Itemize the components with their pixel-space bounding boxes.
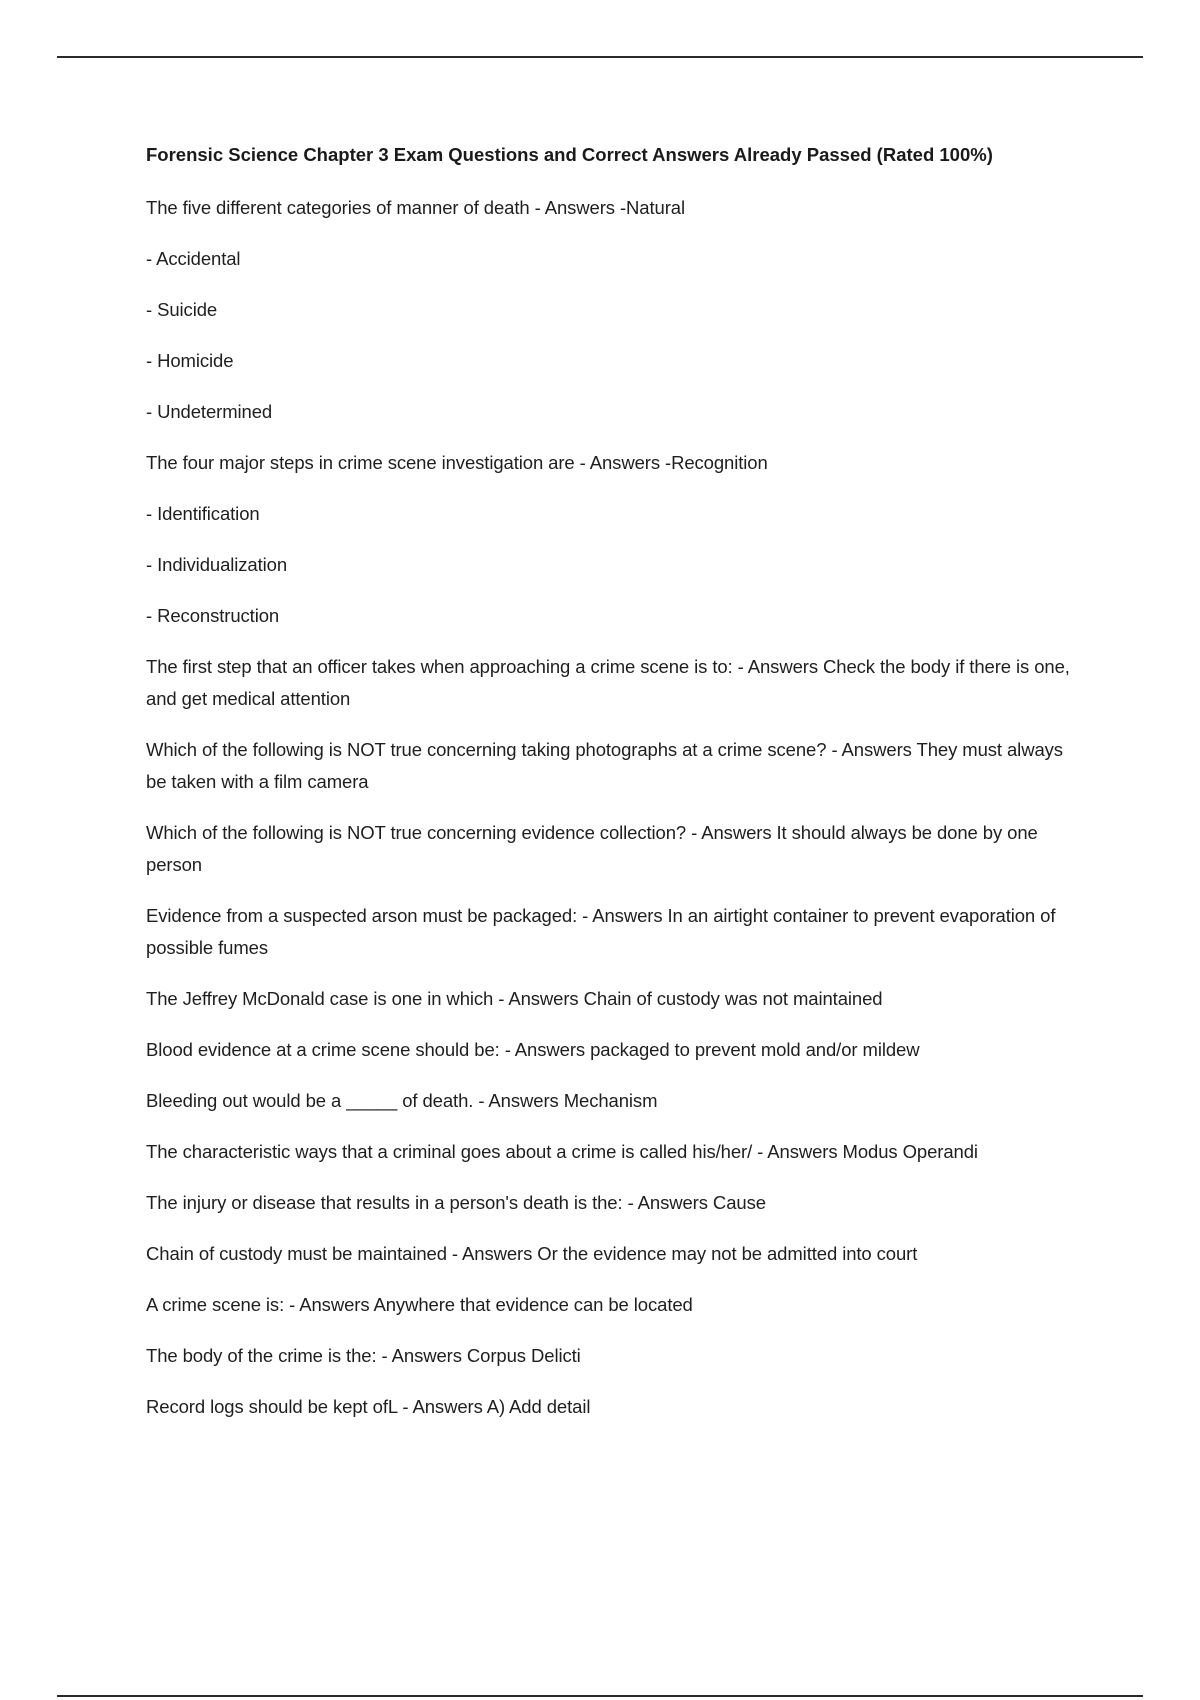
qa-paragraph: - Homicide — [146, 350, 234, 371]
qa-paragraph: - Individualization — [146, 554, 288, 575]
qa-paragraph: The five different categories of manner of death - Answers -Natural — [146, 197, 685, 218]
qa-paragraph: The first step that an officer takes when approaching a crime scene is to: - Answers Check the body if there is one, and get medical attention — [146, 656, 1070, 709]
qa-paragraph: The injury or disease that results in a person's death is the: - Answers Cause — [146, 1192, 766, 1213]
qa-paragraph: The body of the crime is the: - Answers Corpus Delicti — [146, 1345, 581, 1366]
header-rule — [57, 56, 1143, 58]
qa-paragraph: Bleeding out would be a _____ of death. - Answers Mechanism — [146, 1090, 658, 1111]
document-title: Forensic Science Chapter 3 Exam Questions and Correct Answers Already Passed (Rated 100%) — [146, 144, 993, 165]
qa-paragraph: Which of the following is NOT true concerning taking photographs at a crime scene? - Answers They must always be taken with a film camera — [146, 739, 1063, 792]
qa-paragraph: A crime scene is: - Answers Anywhere that evidence can be located — [146, 1294, 693, 1315]
qa-paragraph: - Reconstruction — [146, 605, 280, 626]
qa-paragraph: - Accidental — [146, 248, 241, 269]
document-body — [146, 142, 1086, 1442]
qa-paragraph: Chain of custody must be maintained - Answers Or the evidence may not be admitted into court — [146, 1243, 918, 1264]
qa-paragraph: The Jeffrey McDonald case is one in which - Answers Chain of custody was not maintained — [146, 988, 883, 1009]
qa-paragraph: The characteristic ways that a criminal goes about a crime is called his/her/ - Answers Modus Operandi — [146, 1141, 978, 1162]
qa-paragraph: The four major steps in crime scene investigation are - Answers -Recognition — [146, 452, 768, 473]
qa-paragraph: Evidence from a suspected arson must be packaged: - Answers In an airtight container to prevent evaporation of possible fumes — [146, 905, 1056, 958]
qa-paragraph: - Undetermined — [146, 401, 273, 422]
qa-paragraph: - Identification — [146, 503, 260, 524]
qa-paragraph: Which of the following is NOT true concerning evidence collection? - Answers It should always be done by one person — [146, 822, 1038, 875]
qa-paragraph: Blood evidence at a crime scene should be: - Answers packaged to prevent mold and/or mildew — [146, 1039, 920, 1060]
qa-paragraph: - Suicide — [146, 299, 218, 320]
footer-rule — [57, 1695, 1143, 1697]
qa-paragraph: Record logs should be kept ofL - Answers A) Add detail — [146, 1396, 591, 1417]
